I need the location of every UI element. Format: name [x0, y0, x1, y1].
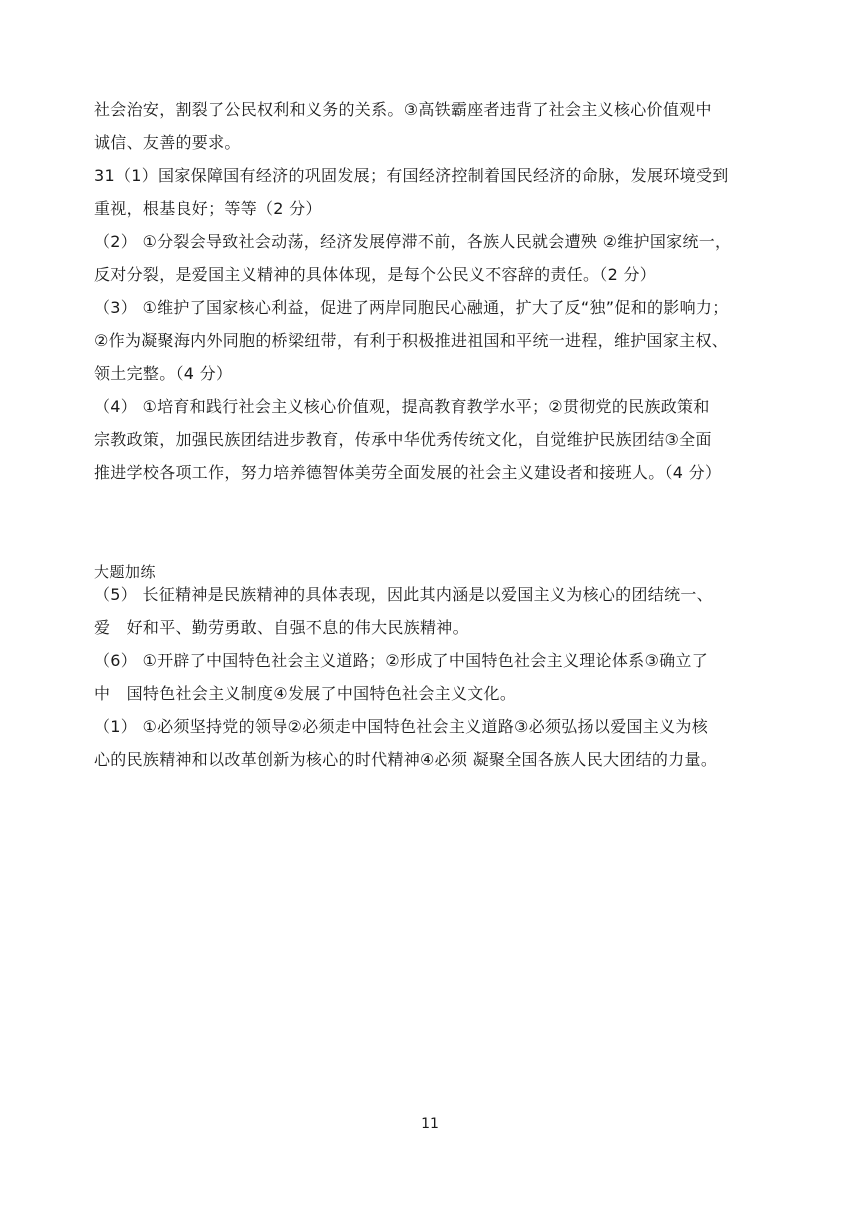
text-line: （5） 长征精神是民族精神的具体表现，因此其内涵是以爱国主义为核心的团结统一、	[94, 585, 713, 604]
text-line: 社会治安，割裂了公民权利和义务的关系。③高铁霸座者违背了社会主义核心价值观中	[94, 100, 712, 119]
text-line: 推进学校各项工作，努力培养德智体美劳全面发展的社会主义建设者和接班人。（4 分）	[94, 463, 722, 482]
text-line: 领土完整。（4 分）	[94, 364, 233, 383]
answer-block-2	[94, 578, 794, 776]
text-line: （6） ①开辟了中国特色社会主义道路；②形成了中国特色社会主义理论体系③确立了	[94, 651, 708, 670]
text-line: ②作为凝聚海内外同胞的桥梁纽带，有利于积极推进祖国和平统一进程，维护国家主权、	[94, 331, 729, 350]
answer-block-1	[94, 93, 794, 489]
text-line: 中 国特色社会主义制度④发展了中国特色社会主义文化。	[94, 684, 517, 703]
text-line: 反对分裂，是爱国主义精神的具体体现，是每个公民义不容辞的责任。（2 分）	[94, 265, 657, 284]
text-line: 心的民族精神和以改革创新为核心的时代精神④必须 凝聚全国各族人民大团结的力量。	[94, 750, 718, 769]
section-heading: 大题加练	[94, 563, 157, 581]
text-line: 宗教政策，加强民族团结进步教育，传承中华优秀传统文化，自觉维护民族团结③全面	[94, 430, 712, 449]
text-line: 31（1）国家保障国有经济的巩固发展；有国经济控制着国民经济的命脉，发展环境受到	[94, 166, 729, 185]
page-number: 11	[421, 1116, 439, 1132]
text-line: 重视，根基良好；等等（2 分）	[94, 199, 322, 218]
text-line: （2） ①分裂会导致社会动荡，经济发展停滞不前，各族人民就会遭殃 ②维护国家统一，	[94, 232, 732, 251]
text-line: （1） ①必须坚持党的领导②必须走中国特色社会主义道路③必须弘扬以爱国主义为核	[94, 717, 708, 736]
text-line: 诚信、友善的要求。	[94, 133, 241, 152]
text-line: 爱 好和平、勤劳勇敢、自强不息的伟大民族精神。	[94, 618, 469, 637]
text-line: （4） ①培育和践行社会主义核心价值观，提高教育教学水平；②贯彻党的民族政策和	[94, 397, 710, 416]
text-line: （3） ①维护了国家核心利益，促进了两岸同胞民心融通，扩大了反“独”促和的影响力；	[94, 298, 729, 317]
